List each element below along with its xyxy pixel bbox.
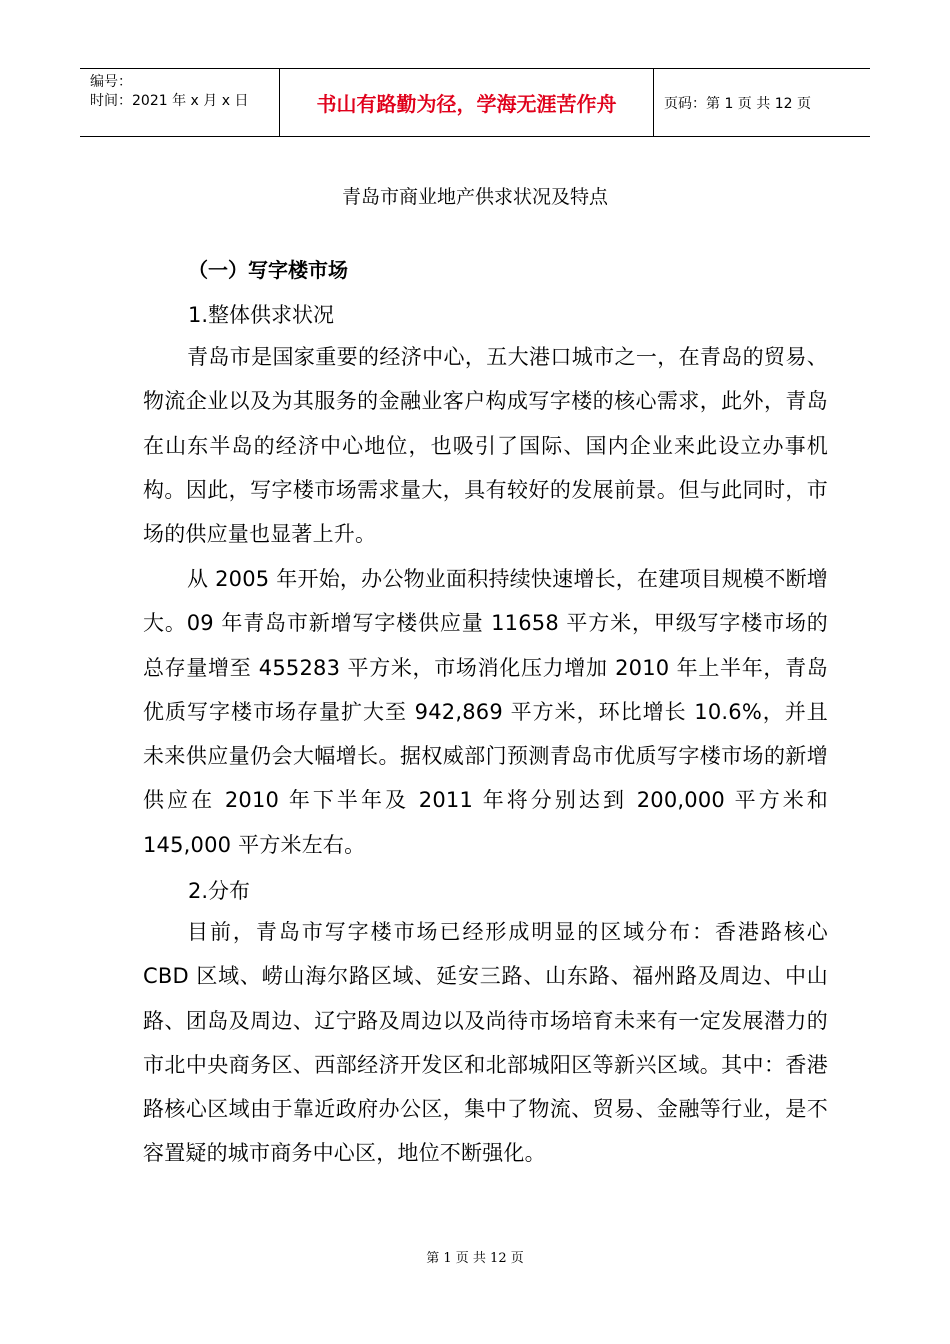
subheading-supply-demand: 1.整体供求状况 xyxy=(188,303,335,327)
date-label: 时间：2021 年 x 月 x 日 xyxy=(90,93,249,109)
paragraph-1: 青岛市是国家重要的经济中心，五大港口城市之一，在青岛的贸易、物流企业以及为其服务的金融业客户构成写字楼的核心需求，此外，青岛在山东半岛的经济中心地位，也吸引了国际、国内企业来此设立办事机构。因此，写字楼市场需求量大，具有较好的发展前景。但与此同时，市场的供应量也显著上升。 xyxy=(143,345,828,547)
header-meta xyxy=(80,69,280,136)
header-motto: 书山有路勤为径，学海无涯苦作舟 xyxy=(280,69,654,136)
subheading-distribution: 2.分布 xyxy=(188,879,251,903)
header-page-info: 页码：第 1 页 共 12 页 xyxy=(664,95,811,112)
paragraph-2: 从 2005 年开始，办公物业面积持续快速增长，在建项目规模不断增大。09 年青岛市新增写字楼供应量 11658 平方米，甲级写字楼市场的总存量增至 455283 平方米，市场消化压力增加 2010 年上半年，青岛优质写字楼市场存量扩大至 942,869 平方米，环比增长 10.6%，并且未来供应量仍会大幅增长。据权威部门预测青岛市优质写字楼市场的新增供应在 2010 年下半年及 2011 年将分别达到 200,000 平方米和 145,000 平方米左右。 xyxy=(143,567,828,857)
section-heading: （一）写字楼市场 xyxy=(188,258,348,282)
page-footer: 第 1 页 共 12 页 xyxy=(426,1251,524,1266)
header-table xyxy=(80,68,870,137)
number-label: 编号： xyxy=(90,74,132,90)
paragraph-3: 目前，青岛市写字楼市场已经形成明显的区域分布：香港路核心 CBD 区域、崂山海尔路区域、延安三路、山东路、福州路及周边、中山路、团岛及周边、辽宁路及周边以及尚待市场培育未来有一定发展潜力的市北中央商务区、西部经济开发区和北部城阳区等新兴区域。其中：香港路核心区域由于靠近政府办公区，集中了物流、贸易、金融等行业，是不容置疑的城市商务中心区，地位不断强化。 xyxy=(143,920,828,1166)
document-title: 青岛市商业地产供求状况及特点 xyxy=(341,186,608,208)
